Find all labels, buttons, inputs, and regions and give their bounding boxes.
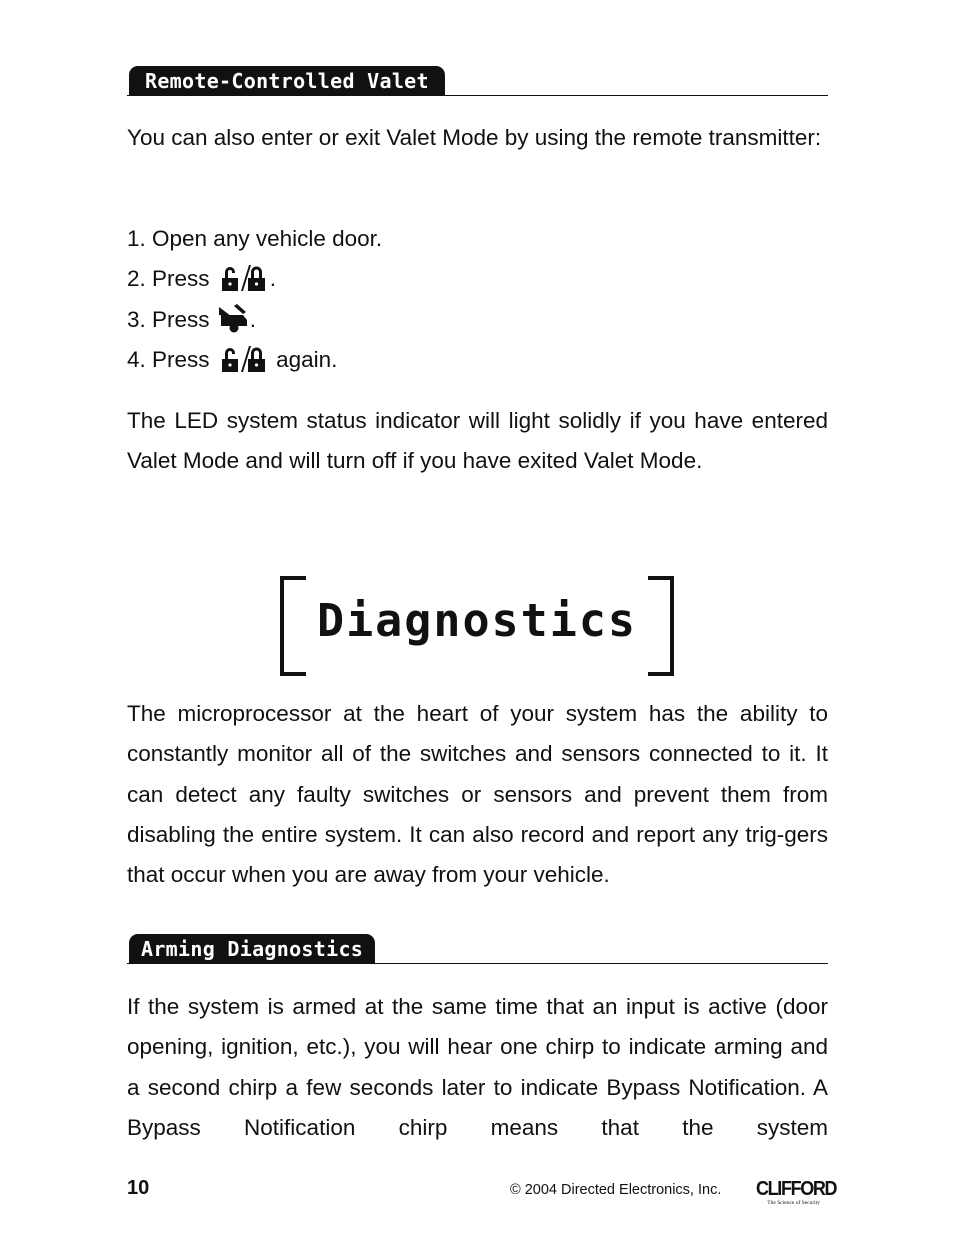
page-number: 10 xyxy=(127,1177,150,1199)
step-text: 3. Press xyxy=(127,306,210,332)
diagnostics-paragraph: The microprocessor at the heart of your system has the ability to constantly monitor all of the switches and sensors connected to it. It can detect any faulty switches or sensors and prevent them from disabling the entire system. It can also record and report any trig-gers that occur when you are away from your vehicle. xyxy=(127,701,828,888)
step-suffix: . xyxy=(249,306,257,332)
section-header-arming xyxy=(127,934,828,964)
lock-unlock-icon xyxy=(217,345,269,386)
step-1 xyxy=(127,219,382,259)
step-suffix: again. xyxy=(276,346,338,372)
step-4 xyxy=(127,340,382,380)
page-title: Diagnostics xyxy=(316,594,637,647)
logo-wordmark: CLIFFORD xyxy=(756,1178,837,1200)
steps-list xyxy=(127,219,382,380)
diagnostics-heading xyxy=(280,576,674,676)
section-title: Remote-Controlled Valet xyxy=(129,66,445,96)
step-text: 4. Press xyxy=(127,346,210,372)
clifford-logo xyxy=(756,1178,837,1209)
copyright-text: © 2004 Directed Electronics, Inc. xyxy=(510,1182,722,1198)
section-header-valet xyxy=(127,66,828,96)
step-text: 1. Open any vehicle door. xyxy=(127,226,383,251)
step-suffix: . xyxy=(269,266,277,292)
step-text: 2. Press xyxy=(127,266,210,292)
step-3 xyxy=(127,300,382,340)
section-title: Arming Diagnostics xyxy=(129,934,375,964)
led-paragraph: The LED system status indicator will light solidly if you have entered Valet Mode and will turn off if you have exited Valet Mode. xyxy=(127,408,828,474)
intro-paragraph: You can also enter or exit Valet Mode by using the remote transmitter: xyxy=(127,125,822,150)
arming-paragraph: If the system is armed at the same time that an input is active (door opening, ignition, etc.), you will hear one chirp to indicate arming and a second chirp a few seconds later to indicate Bypass Notification. A Bypass Notification chirp means that the system xyxy=(127,994,828,1140)
step-2 xyxy=(127,259,382,299)
logo-tagline: The Science of Security xyxy=(767,1200,820,1206)
